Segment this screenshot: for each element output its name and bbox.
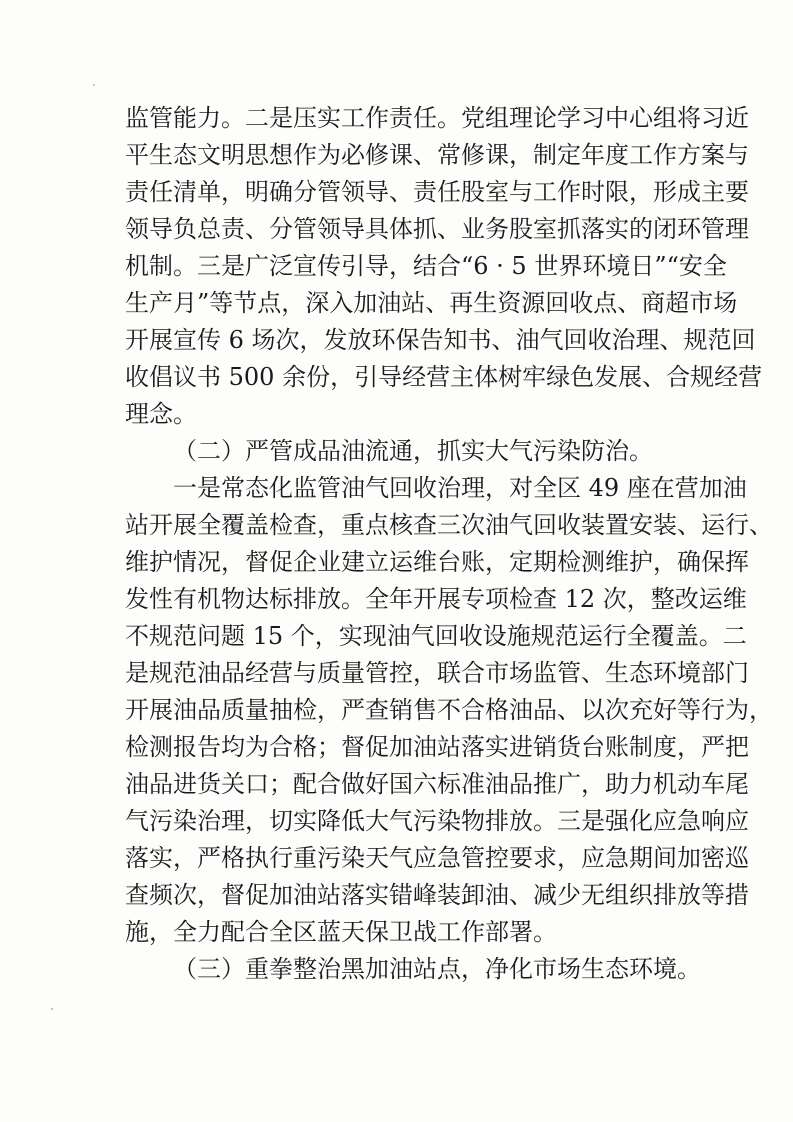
text-line: 站开展全覆盖检查，重点核查三次油气回收装置安装、运行、 (125, 511, 773, 539)
text-line: 一是常态化监管油气回收治理，对全区 49 座在营加油 (173, 474, 747, 502)
text-line: 责任清单，明确分管领导、责任股室与工作时限，形成主要 (125, 178, 749, 206)
text-line: 油品进货关口；配合做好国六标准油品推广，助力机动车尾 (125, 770, 749, 798)
text-line: 收倡议书 500 余份，引导经营主体树牢绿色发展、合规经营 (125, 363, 763, 391)
text-line: 机制。三是广泛宣传引导，结合“6 · 5 世界环境日”“安全 (125, 252, 727, 280)
heading-text: （三）重拳整治黑加油站点，净化市场生态环境。 (173, 955, 701, 983)
text-line: 开展宣传 6 场次，发放环保告知书、油气回收治理、规范回 (125, 326, 756, 354)
text-line: 是规范油品经营与质量管控，联合市场监管、生态环境部门 (125, 659, 749, 687)
text-line: 发性有机物达标排放。全年开展专项检查 12 次，整改运维 (125, 585, 747, 613)
text-line: 查频次，督促加油站落实错峰装卸油、减少无组织排放等措 (125, 881, 749, 909)
text-line: 检测报告均为合格；督促加油站落实进销货台账制度，严把 (125, 733, 749, 761)
text-line: 气污染治理，切实降低大气污染物排放。三是强化应急响应 (125, 807, 749, 835)
text-line: 施，全力配合全区蓝天保卫战工作部署。 (125, 918, 557, 946)
scan-speck (93, 84, 95, 86)
text-line: 落实，严格执行重污染天气应急管控要求，应急期间加密巡 (125, 844, 749, 872)
text-line: 生产月”等节点，深入加油站、再生资源回收点、商超市场 (125, 289, 738, 317)
heading-text: （二）严管成品油流通，抓实大气污染防治。 (173, 437, 653, 465)
scan-speck (51, 1008, 53, 1010)
text-line: 平生态文明思想作为必修课、常修课，制定年度工作方案与 (125, 141, 749, 169)
text-line: 理念。 (125, 400, 197, 428)
text-line: 领导负总责、分管领导具体抓、业务股室抓落实的闭环管理 (125, 215, 749, 243)
text-line: 维护情况，督促企业建立运维台账，定期检测维护，确保挥 (125, 548, 749, 576)
text-line: 不规范问题 15 个，实现油气回收设施规范运行全覆盖。二 (125, 622, 747, 650)
text-line: 监管能力。二是压实工作责任。党组理论学习中心组将习近 (125, 104, 749, 132)
text-line: 开展油品质量抽检，严查销售不合格油品、以次充好等行为， (125, 696, 773, 724)
